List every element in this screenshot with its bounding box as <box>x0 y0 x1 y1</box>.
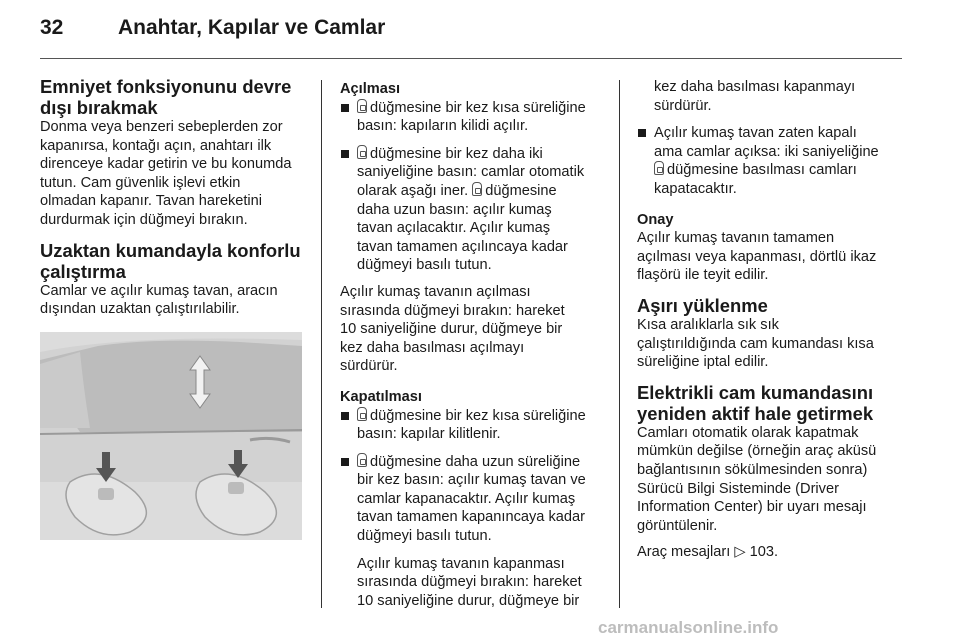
page-number: 32 <box>40 16 64 39</box>
watermark: carmanualsonline.info <box>598 618 779 637</box>
paragraph-closing-continued: kez daha basılması kapanmayı sürdürür. <box>654 79 856 114</box>
column-divider-1 <box>321 80 322 608</box>
unlock-key-icon <box>357 145 367 159</box>
header-rule <box>40 58 902 59</box>
paragraph-confirmation: Açılır kumaş tavanın tamamen açılması veya kapanması, dörtlü ikaz flaşörü ile teyit edilir. <box>637 230 877 284</box>
list-item: düğmesine bir kez daha iki saniyeliğine basın: camlar otomatik olarak aşağı iner. düğmesine daha uzun basın: açılır kumaş tavan açılacaktır. Açılır kumaş tavan tamamen açılıncaya kadar düğmeyi basılı tutun. <box>340 145 602 275</box>
paragraph-closing-stop: Açılır kumaş tavanın kapanması sırasında düğmeyi bırakın: hareket 10 saniyeliğine durur, düğmeye bir <box>357 555 582 609</box>
heading-remote-comfort: Uzaktan kumandayla konforlu çalıştırma <box>40 239 301 282</box>
page-title: Anahtar, Kapılar ve Camlar <box>118 16 386 39</box>
heading-disable-safety: Emniyet fonksiyonunu devre dışı bırakmak <box>40 76 292 118</box>
remote-window-illustration <box>40 332 302 540</box>
heading-overload: Aşırı yüklenme <box>637 294 768 316</box>
heading-opening: Açılması <box>340 81 401 97</box>
unlock-key-icon <box>357 99 367 113</box>
paragraph-overload: Kısa aralıklarla sık sık çalıştırıldığında cam kumandası kısa süreliğine iptal edilir. <box>637 316 874 371</box>
vehicle-messages-reference[interactable]: Araç mesajları ▷ 103. <box>637 544 779 561</box>
lock-key-icon <box>654 161 664 175</box>
list-item: düğmesine daha uzun süreliğine bir kez basın: açılır kumaş tavan ve camlar kapanacaktır. Açılır kumaş tavan tamamen kapanıncaya kadar düğmeyi basılı tutun. <box>340 453 602 546</box>
list-item: düğmesine bir kez kısa süreliğine basın: kapılar kilitlenir. <box>340 407 602 444</box>
list-item: Açılır kumaş tavan zaten kapalı ama camlar açıksa: iki saniyeliğine düğmesine basılması camları kapatacaktır. <box>637 124 902 198</box>
paragraph-disable-safety: Donma veya benzeri sebeplerden zor kapanırsa, kontağı açın, anahtarı ilk direnceye kadar getirin ve bu konumda tutun. Cam güvenlik işlevi etkin olmadan kapanır. Tavan hareketini durdurmak için düğmeyi bırakın. <box>40 119 292 228</box>
paragraph-reactivate: Camları otomatik olarak kapatmak mümkün değilse (örneğin araç aküsü bağlantısının sökülmesinden sonra) Sürücü Bilgi Sisteminde (Driver Information Center) bir uyarı mesajı görüntülenir. <box>637 424 877 534</box>
column-divider-2 <box>619 80 620 608</box>
column-3 <box>637 78 902 562</box>
paragraph-opening-stop: Açılır kumaş tavanın açılması sırasında düğmeyi bırakın: hareket 10 saniyeliğine durur, düğmeye bir kez daha basılması açılmayı sürdürür. <box>340 283 565 375</box>
heading-confirmation: Onay <box>637 211 674 228</box>
paragraph-remote-comfort: Camlar ve açılır kumaş tavan, aracın dışından uzaktan çalıştırılabilir. <box>40 282 278 318</box>
heading-reactivate: Elektrikli cam kumandasını yeniden aktif hale getirmek <box>637 381 874 424</box>
lock-key-icon <box>357 453 367 467</box>
list-item: düğmesine bir kez kısa süreliğine basın: kapıların kilidi açılır. <box>340 99 602 136</box>
column-1 <box>40 76 305 319</box>
unlock-key-icon <box>472 182 482 196</box>
column-2 <box>340 80 602 610</box>
lock-key-icon <box>357 407 367 421</box>
page-reference-arrow-icon: ▷ <box>734 544 746 561</box>
heading-closing: Kapatılması <box>340 388 422 405</box>
